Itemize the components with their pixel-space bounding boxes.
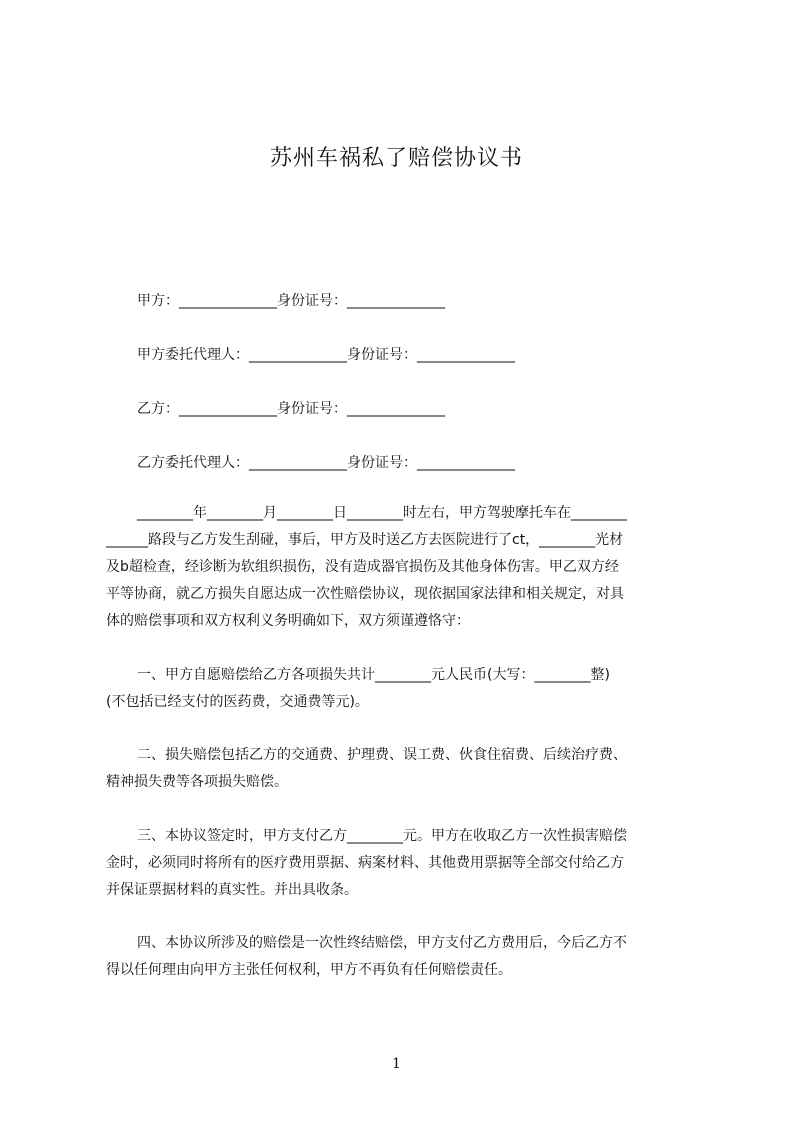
intro-line: ________年________月________日________时左右，甲方驾驶摩托车在________ (137, 505, 627, 521)
clause-line: 三、本协议签定时，甲方支付乙方________元。甲方在收取乙方一次性损害赔偿 (137, 828, 627, 844)
clause-line: 四、本协议所涉及的赔偿是一次性终结赔偿，甲方支付乙方费用后，今后乙方不 (137, 935, 627, 951)
clause-line: 得以任何理由向甲方主张任何权利，甲方不再负有任何赔偿责任。 (106, 962, 512, 978)
party-a-agent-line: 甲方委托代理人：______________身份证号：______________ (137, 347, 515, 363)
clause-line: (不包括已经支付的医药费，交通费等元)。 (106, 694, 369, 710)
clause-line: 一、甲方自愿赔偿给乙方各项损失共计________元人民币(大写：________整) (137, 667, 610, 683)
intro-line: ______路段与乙方发生刮碰，事后，甲方及时送乙方去医院进行了ct，________光材 (106, 532, 624, 548)
party-a-line: 甲方：______________身份证号：______________ (137, 293, 445, 309)
clause-line: 精神损失费等各项损失赔偿。 (106, 774, 288, 790)
page-number: 1 (392, 1056, 401, 1072)
clause-line: 二、损失赔偿包括乙方的交通费、护理费、误工费、伙食住宿费、后续治疗费、 (137, 747, 627, 763)
party-b-agent-line: 乙方委托代理人：______________身份证号：______________ (137, 455, 515, 471)
document-title: 苏州车祸私了赔偿协议书 (269, 146, 523, 171)
intro-line: 平等协商，就乙方损失自愿达成一次性赔偿协议，现依据国家法律和相关规定，对具 (106, 586, 624, 602)
intro-line: 及b超检查，经诊断为软组织损伤，没有造成器官损伤及其他身体伤害。甲乙双方经 (106, 559, 619, 575)
intro-line: 体的赔偿事项和双方权利义务明确如下，双方须谨遵恪守： (106, 613, 470, 629)
clause-line: 并保证票据材料的真实性。并出具收条。 (106, 882, 358, 898)
clause-line: 金时，必须同时将所有的医疗费用票据、病案材料、其他费用票据等全部交付给乙方 (106, 855, 624, 871)
party-b-line: 乙方：______________身份证号：______________ (137, 401, 445, 417)
